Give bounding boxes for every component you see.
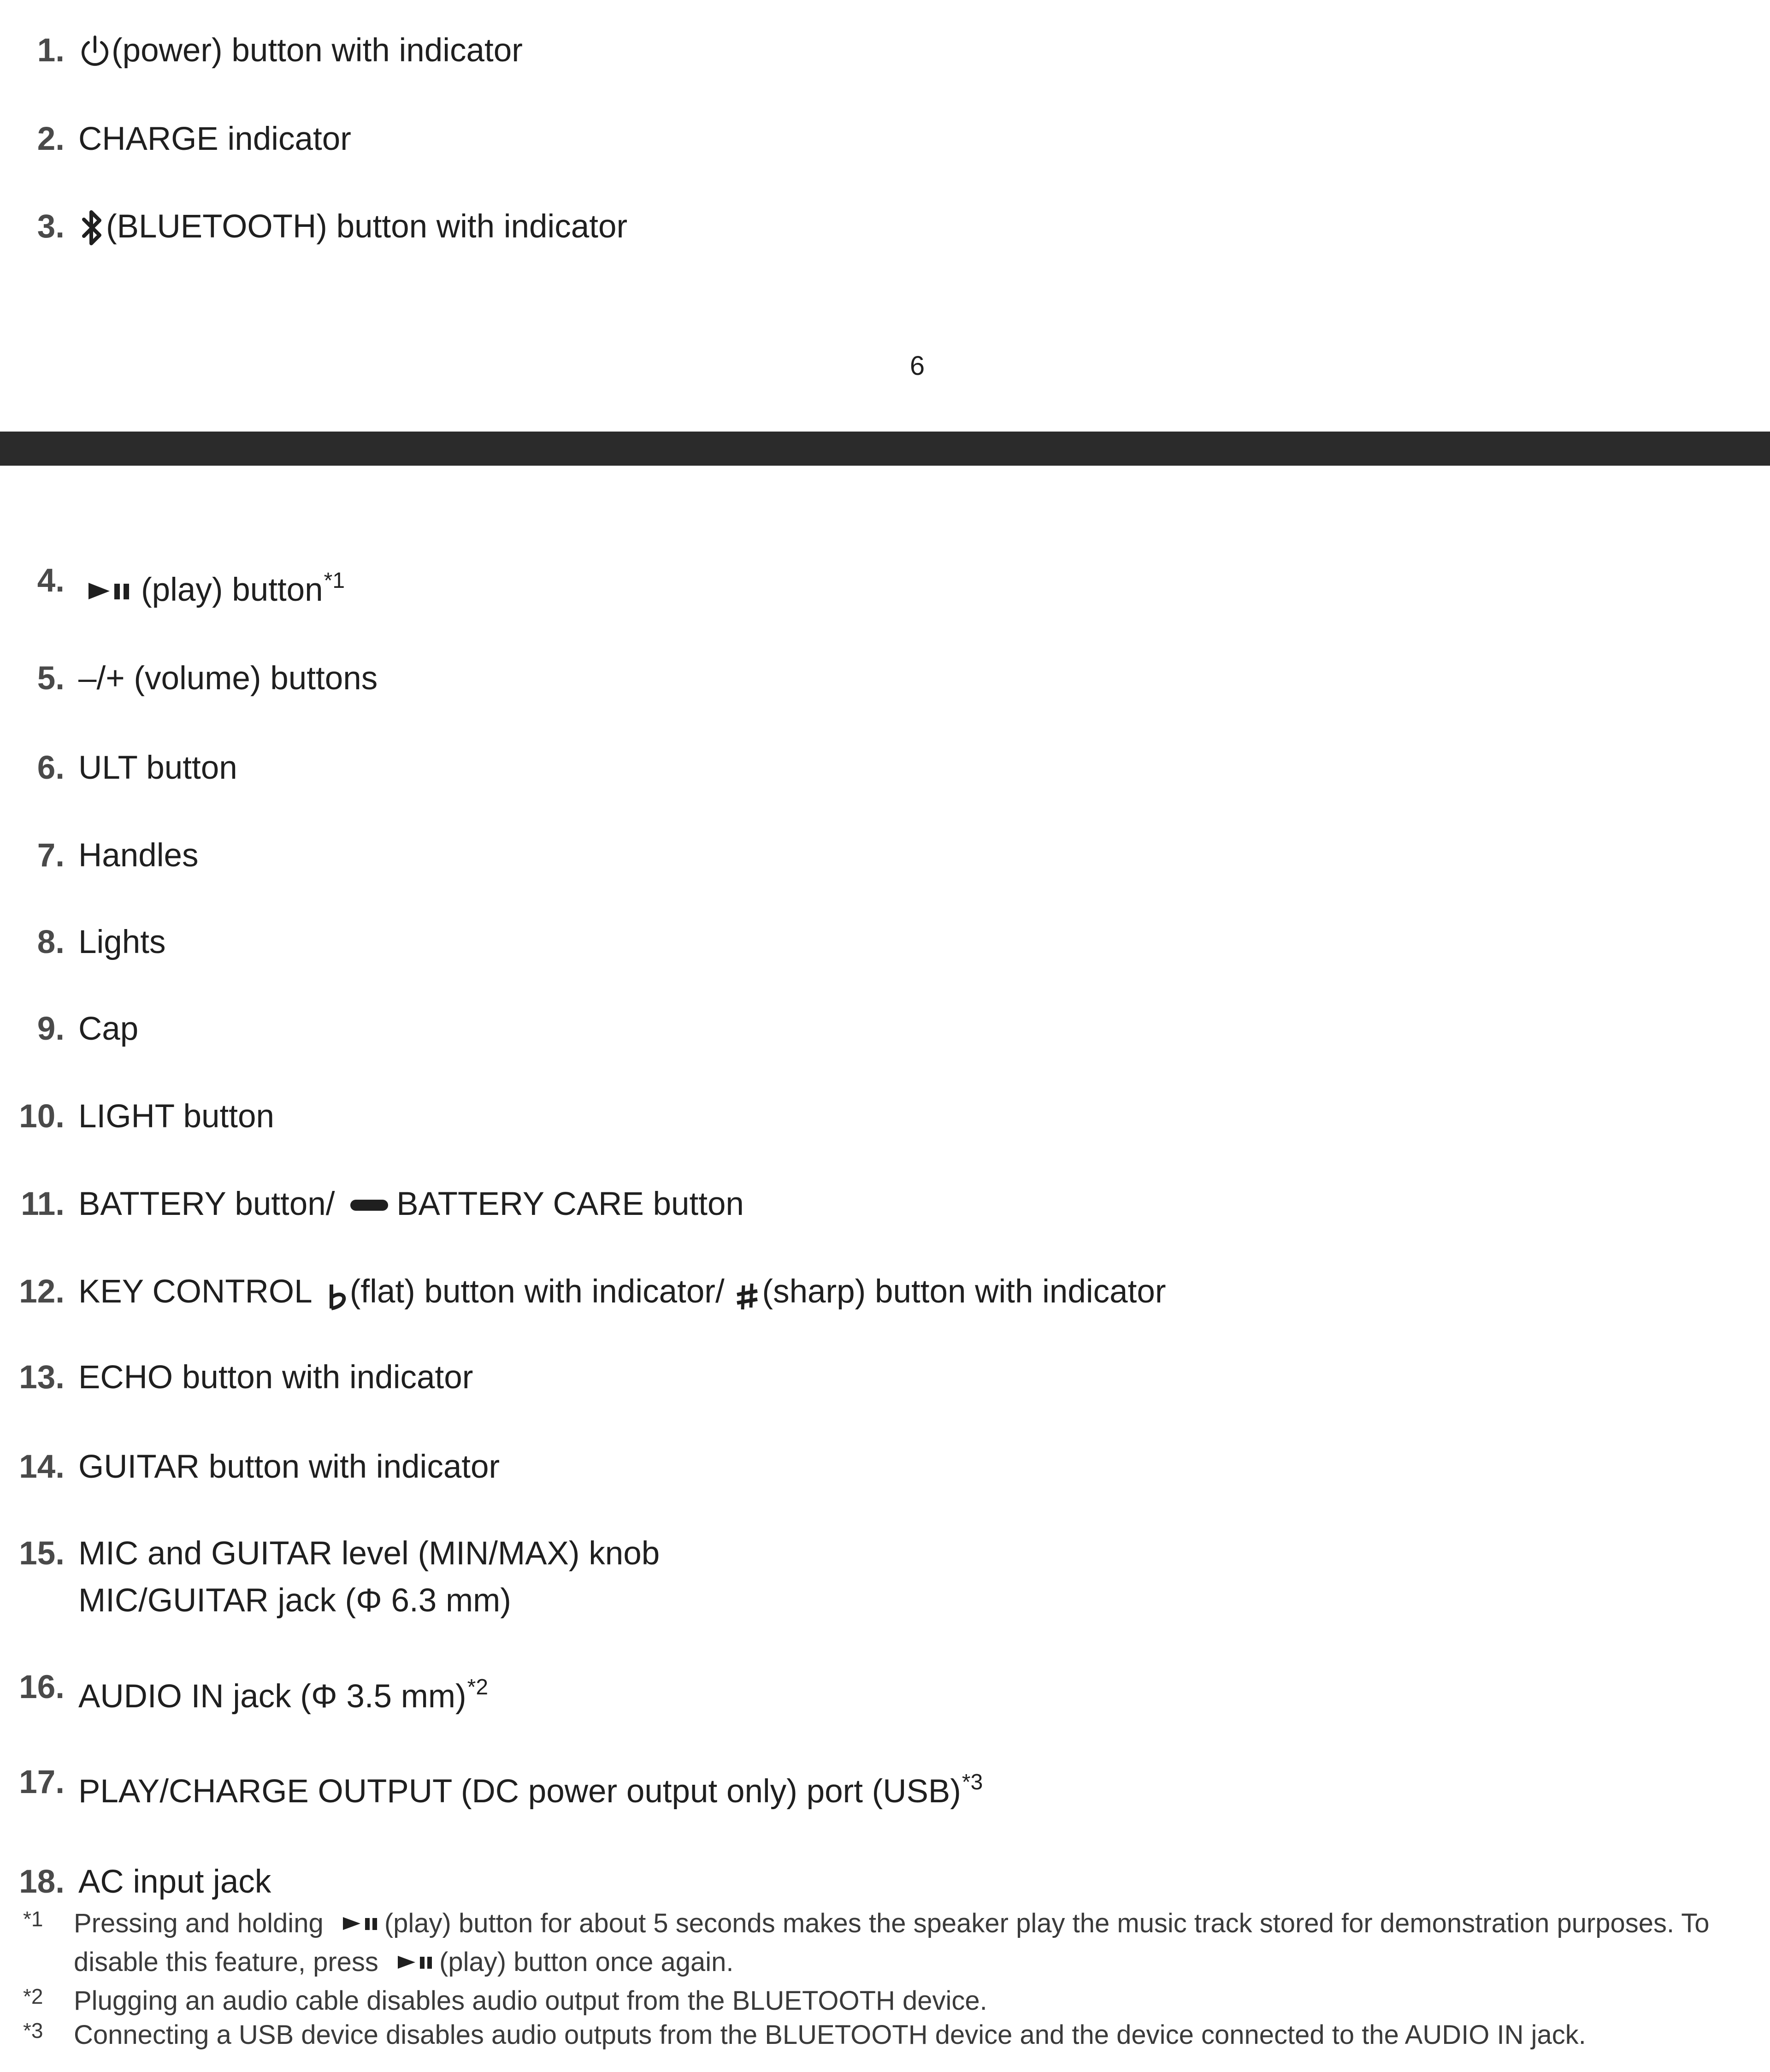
footnote-3	[0, 2016, 1770, 2054]
item-text: PLAY/CHARGE OUTPUT (DC power output only) port (USB)	[78, 1773, 961, 1810]
item-number: 18.	[19, 1864, 65, 1900]
item-number: 12.	[19, 1273, 65, 1310]
list-item-18	[0, 1860, 645, 1904]
list-item-15	[0, 1532, 830, 1624]
list-item-1	[0, 29, 645, 73]
item-number: 9.	[37, 1011, 65, 1047]
item-number: 3.	[37, 208, 65, 245]
item-text-c: (sharp) button with indicator	[762, 1273, 1166, 1310]
list-item-3	[0, 205, 738, 249]
item-number: 15.	[19, 1535, 65, 1572]
item-number: 1.	[37, 32, 65, 69]
footnote-ref: *1	[324, 568, 345, 593]
footnote-ref: *2	[467, 1675, 489, 1699]
play-pause-icon	[87, 577, 133, 605]
list-item-10	[0, 1095, 645, 1139]
item-number: 4.	[37, 562, 65, 599]
item-text-a: BATTERY button/	[78, 1186, 335, 1222]
page-divider	[0, 432, 1770, 466]
item-text: –/+ (volume) buttons	[78, 660, 378, 697]
footnote-text: disable this feature, press	[74, 1947, 378, 1977]
battery-care-icon	[348, 1196, 390, 1214]
item-number: 10.	[19, 1098, 65, 1135]
item-number: 2.	[37, 121, 65, 157]
item-text: MIC and GUITAR level (MIN/MAX) knob	[78, 1535, 660, 1572]
list-item-17	[0, 1764, 1198, 1814]
item-text-b: BATTERY CARE button	[396, 1186, 744, 1222]
item-text: ULT button	[78, 750, 237, 786]
item-text-b: (flat) button with indicator/	[349, 1273, 725, 1310]
item-number: 5.	[37, 660, 65, 697]
item-text: GUITAR button with indicator	[78, 1449, 500, 1485]
footnote-ref: *3	[962, 1770, 983, 1794]
footnote-text: (play) button once again.	[439, 1947, 734, 1977]
page-number: 6	[909, 351, 925, 381]
footnote-mark: *1	[23, 1907, 43, 1931]
item-number: 17.	[19, 1764, 65, 1800]
list-item-16	[0, 1669, 830, 1719]
item-number: 7.	[37, 837, 65, 874]
footnote-mark: *2	[23, 1984, 43, 2008]
footnote-1	[0, 1904, 1770, 1983]
play-pause-icon	[342, 1913, 381, 1934]
footnote-2	[0, 1982, 1770, 2020]
item-text: AC input jack	[78, 1864, 271, 1900]
list-item-2	[0, 117, 645, 161]
list-item-8	[0, 920, 645, 965]
power-icon	[78, 32, 112, 69]
item-number: 11.	[21, 1186, 65, 1222]
footnote-text: Plugging an audio cable disables audio output from the BLUETOOTH device.	[74, 1986, 987, 2016]
footnote-text: Connecting a USB device disables audio outputs from the BLUETOOTH device and the device connected to the AUDIO IN jack.	[74, 2020, 1586, 2050]
item-number: 8.	[37, 924, 65, 960]
list-item-13	[0, 1356, 645, 1400]
list-item-11	[0, 1182, 922, 1226]
footnote-text: (play) button for about 5 seconds makes the speaker play the music track stored for demonstration purposes. To	[384, 1908, 1710, 1938]
list-item-7	[0, 834, 645, 878]
item-number: 13.	[19, 1359, 65, 1396]
list-item-14	[0, 1445, 645, 1489]
flat-icon	[327, 1279, 348, 1312]
footnote-mark: *3	[23, 2019, 43, 2042]
item-text: Handles	[78, 837, 199, 874]
sharp-icon	[735, 1279, 759, 1312]
footnote-text: Pressing and holding	[74, 1908, 324, 1938]
list-item-5	[0, 657, 645, 701]
item-text: CHARGE indicator	[78, 121, 351, 157]
item-number: 16.	[19, 1669, 65, 1705]
item-text: ECHO button with indicator	[78, 1359, 473, 1396]
list-item-12	[0, 1270, 1291, 1314]
item-text: (BLUETOOTH) button with indicator	[106, 208, 628, 245]
item-text: AUDIO IN jack (Φ 3.5 mm)	[78, 1678, 466, 1715]
item-number: 6.	[37, 750, 65, 786]
item-text-a: KEY CONTROL	[78, 1273, 312, 1310]
play-pause-icon	[397, 1952, 436, 1972]
list-item-6	[0, 746, 645, 790]
list-item-4	[0, 562, 645, 612]
list-item-9	[0, 1007, 645, 1051]
item-number: 14.	[19, 1449, 65, 1485]
item-text: Cap	[78, 1011, 139, 1047]
item-text: (power) button with indicator	[112, 32, 523, 69]
item-text: LIGHT button	[78, 1098, 274, 1135]
item-text: (play) button	[141, 572, 323, 608]
bluetooth-icon	[78, 208, 106, 247]
item-text-line2: MIC/GUITAR jack (Φ 6.3 mm)	[78, 1582, 511, 1619]
item-text: Lights	[78, 924, 166, 960]
